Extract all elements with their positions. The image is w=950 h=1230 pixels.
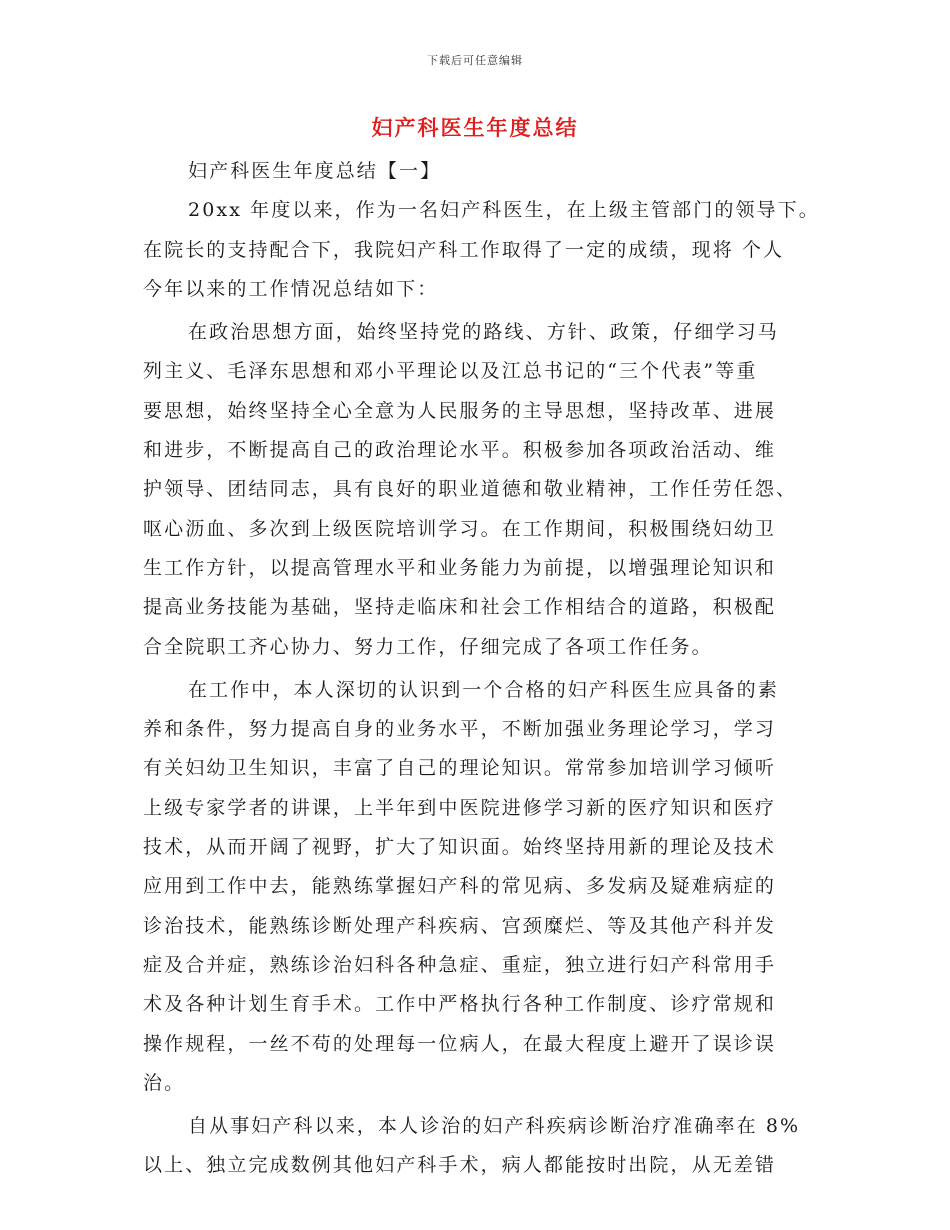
paragraph-line: 养和条件，努力提高自身的业务水平，不断加强业务理论学习，学习 bbox=[143, 718, 777, 741]
paragraph-line: 上级专家学者的讲课，上半年到中医院进修学习新的医疗知识和医疗 bbox=[143, 796, 777, 819]
paragraph-line: 在院长的支持配合下，我院妇产科工作取得了一定的成绩，现将 个人 bbox=[143, 238, 785, 261]
paragraph-line: 20xx 年度以来，作为一名妇产科医生，在上级主管部门的领导下。 bbox=[188, 199, 820, 222]
paragraph-4 bbox=[143, 1107, 811, 1186]
paragraph-line: 症及合并症，熟练诊治妇科各种急症、重症，独立进行妇产科常用手 bbox=[143, 953, 777, 976]
paragraph-line: 术及各种计划生育手术。工作中严格执行各种工作制度、诊疗常规和 bbox=[143, 993, 777, 1016]
paragraph-line: 护领导、团结同志，具有良好的职业道德和敬业精神，工作任劳任怨、 bbox=[143, 478, 798, 501]
paragraph-line: 在政治思想方面，始终坚持党的路线、方针、政策，仔细学习马 bbox=[188, 321, 779, 344]
paragraph-line: 在工作中，本人深切的认识到一个合格的妇产科医生应具备的素 bbox=[188, 678, 779, 701]
header-note: 下载后可任意编辑 bbox=[427, 54, 523, 67]
paragraph-1 bbox=[143, 191, 820, 309]
paragraph-line: 诊治技术，能熟练诊断处理产科疾病、宫颈糜烂、等及其他产科并发 bbox=[143, 914, 777, 937]
paragraph-line: 自从事妇产科以来，本人诊治的妇产科疾病诊断治疗准确率在 8% bbox=[188, 1115, 801, 1138]
paragraph-line: 要思想，始终坚持全心全意为人民服务的主导思想，坚持改革、进展 bbox=[143, 399, 777, 422]
paragraph-line: 和进步，不断提高自己的政治理论水平。积极参加各项政治活动、维 bbox=[143, 439, 777, 462]
section-subtitle: 妇产科医生年度总结【一】 bbox=[188, 160, 442, 182]
paragraph-line: 操作规程，一丝不苟的处理每一位病人，在最大程度上避开了误诊误 bbox=[143, 1032, 777, 1055]
paragraph-2 bbox=[143, 313, 811, 667]
paragraph-3 bbox=[143, 671, 811, 1103]
document-body bbox=[143, 152, 820, 1186]
paragraph-line: 技术，从而开阔了视野，扩大了知识面。始终坚持用新的理论及技术 bbox=[143, 836, 777, 859]
paragraph-line: 呕心沥血、多次到上级医院培训学习。在工作期间，积极围绕妇幼卫 bbox=[143, 517, 777, 540]
paragraph-line: 生工作方针，以提高管理水平和业务能力为前提，以增强理论知识和 bbox=[143, 556, 777, 579]
paragraph-line: 今年以来的工作情况总结如下： bbox=[143, 277, 439, 300]
paragraph-line: 以上、独立完成数例其他妇产科手术，病人都能按时出院，从无差错 bbox=[143, 1154, 777, 1177]
paragraph-line: 治。 bbox=[143, 1071, 186, 1094]
paragraph-line: 应用到工作中去，能熟练掌握妇产科的常见病、多发病及疑难病症的 bbox=[143, 875, 777, 898]
paragraph-line: 提高业务技能为基础，坚持走临床和社会工作相结合的道路，积极配 bbox=[143, 596, 777, 619]
paragraph-line: 列主义、毛泽东思想和邓小平理论以及江总书记的“三个代表”等重 bbox=[143, 360, 758, 383]
document-title: 妇产科医生年度总结 bbox=[371, 115, 579, 140]
paragraph-line: 合全院职工齐心协力、努力工作，仔细完成了各项工作任务。 bbox=[143, 635, 713, 658]
paragraph-line: 有关妇幼卫生知识，丰富了自己的理论知识。常常参加培训学习倾听 bbox=[143, 757, 777, 780]
